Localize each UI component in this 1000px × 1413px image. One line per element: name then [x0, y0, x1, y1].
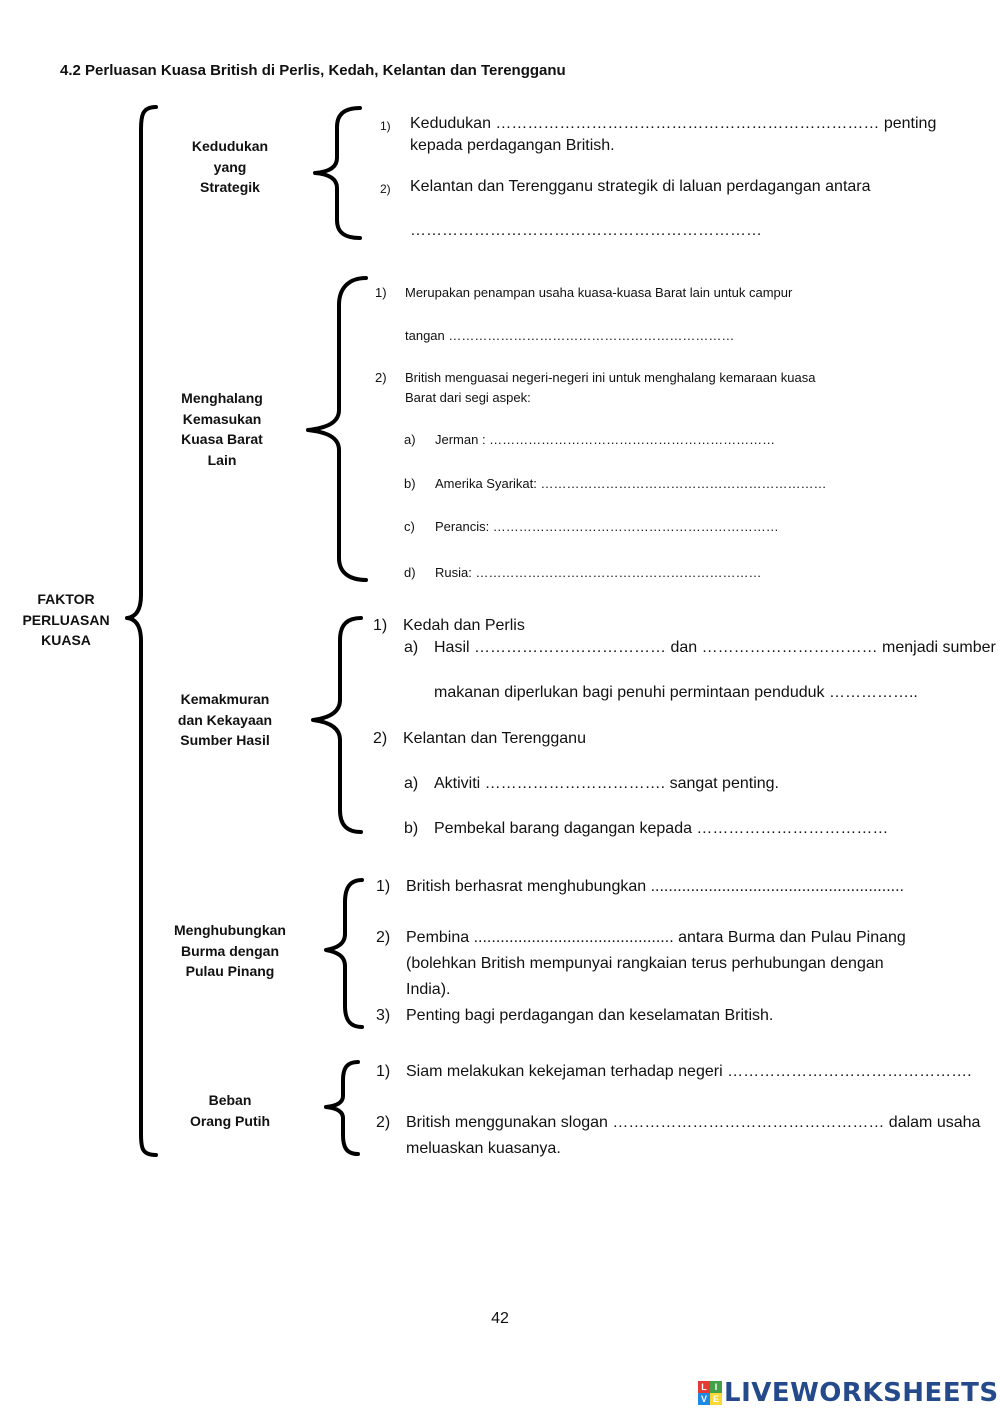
brand-name: LIVEWORKSHEETS	[724, 1378, 999, 1408]
sub-item-perancis[interactable]: Perancis: …………………………………………………………	[435, 519, 779, 534]
item-penampan: Merupakan penampan usaha kuasa-kuasa Barat lain untuk campur	[405, 285, 793, 300]
category-line: Orang Putih	[189, 1112, 271, 1129]
category-line: Lain	[207, 451, 237, 468]
category-line: Kuasa Barat	[181, 431, 263, 447]
item-slogan[interactable]: British menggunakan slogan …………………………………………… dalam usaha	[406, 1114, 981, 1131]
category-line: Menghalang	[181, 390, 263, 406]
category-line: Pulau Pinang	[185, 963, 275, 979]
item-number: 2)	[376, 1114, 391, 1131]
item-kedah-perlis: Kedah dan Perlis	[403, 617, 525, 634]
answer-blank[interactable]: …………………………………………………………	[410, 222, 762, 239]
root-label-line: KUASA	[41, 632, 91, 648]
item-number: 2)	[375, 370, 387, 385]
category-line: Kemakmuran	[180, 691, 270, 707]
category-line: Sumber Hasil	[180, 732, 270, 748]
item-number: 2)	[376, 929, 391, 946]
brand-logo-icon	[698, 1381, 722, 1405]
item-continuation: (bolehkan British mempunyai rangkaian terus perhubungan dengan	[406, 955, 884, 972]
sub-item-continuation[interactable]: makanan diperlukan bagi penuhi permintaan penduduk ……………..	[434, 684, 918, 701]
sub-item-label: b)	[404, 476, 416, 491]
category-line: Strategik	[200, 179, 260, 195]
category-menghubungkan-burma	[160, 920, 300, 982]
brace-menghalang	[308, 278, 366, 580]
sub-item-label: b)	[404, 820, 419, 837]
item-number: 1)	[376, 878, 391, 895]
item-number: 3)	[376, 1007, 391, 1024]
sub-item-pembekal[interactable]: Pembekal barang dagangan kepada ………………………………	[434, 820, 889, 837]
category-line: Kedudukan	[191, 138, 269, 154]
item-kekejaman-siam[interactable]: Siam melakukan kekejaman terhadap negeri ……………………………………….	[406, 1063, 972, 1080]
sub-item-label: c)	[404, 519, 415, 534]
brace-kemakmuran	[313, 618, 361, 832]
category-kedudukan-strategik	[160, 136, 300, 198]
item-kelantan-terengganu: Kelantan dan Terengganu	[403, 730, 586, 747]
brace-kedudukan	[315, 108, 360, 238]
sub-item-label: d)	[404, 565, 416, 580]
item-menghalang-kemaraan: British menguasai negeri-negeri ini untuk menghalang kemaraan kuasa	[405, 370, 816, 385]
sub-item-label: a)	[404, 639, 419, 656]
sub-item-jerman[interactable]: Jerman : …………………………………………………………	[435, 432, 776, 447]
category-line: Burma dengan	[180, 942, 279, 959]
sub-item-amerika-syarikat[interactable]: Amerika Syarikat: …………………………………………………………	[435, 476, 827, 491]
item-pembina[interactable]: Pembina ............................................. antara Burma dan Pulau Pinang	[406, 929, 906, 946]
sub-item-aktiviti[interactable]: Aktiviti ……………………………. sangat penting.	[434, 775, 779, 792]
item-berhasrat-menghubungkan[interactable]: British berhasrat menghubungkan .........................................................	[406, 878, 904, 895]
item-continuation: Barat dari segi aspek:	[405, 390, 531, 405]
item-number: 2)	[380, 182, 391, 196]
item-penting-perdagangan: Penting bagi perdagangan dan keselamatan British.	[406, 1007, 774, 1024]
sub-item-label: a)	[404, 775, 419, 792]
item-tangan-blank[interactable]: tangan …………………………………………………………	[405, 328, 735, 343]
main-brace	[127, 107, 156, 1155]
item-number: 2)	[373, 730, 388, 747]
root-label-faktor-perluasan-kuasa	[18, 589, 114, 651]
category-line: Kemasukan	[182, 410, 262, 427]
category-kemakmuran-kekayaan	[155, 689, 295, 751]
brace-beban	[326, 1062, 358, 1154]
item-continuation: kepada perdagangan British.	[410, 137, 615, 154]
item-kedudukan-penting: Kedudukan ……………………………………………………………… penting	[410, 115, 937, 132]
logo-letter: E	[710, 1393, 722, 1405]
category-line: Beban	[208, 1092, 252, 1108]
category-line: yang	[213, 158, 247, 175]
category-line: dan Kekayaan	[177, 711, 273, 728]
logo-letter: I	[710, 1381, 722, 1393]
page-number: 42	[491, 1310, 509, 1327]
item-number: 1)	[375, 285, 387, 300]
item-number: 1)	[380, 119, 391, 133]
sub-item-hasil[interactable]: Hasil ……………………………… dan …………………………… menjadi sumber	[434, 639, 996, 656]
logo-letter: L	[698, 1381, 710, 1393]
root-label-line: PERLUASAN	[22, 611, 110, 628]
item-continuation: India).	[406, 981, 451, 998]
sub-item-label: a)	[404, 432, 416, 447]
root-label-line: FAKTOR	[37, 591, 95, 607]
sub-item-rusia[interactable]: Rusia: …………………………………………………………	[435, 565, 762, 580]
category-beban-orang-putih	[160, 1090, 300, 1131]
brace-menghubungkan	[326, 880, 362, 1027]
item-number: 1)	[376, 1063, 391, 1080]
category-line: Menghubungkan	[174, 922, 286, 938]
item-laluan-perdagangan: Kelantan dan Terengganu strategik di laluan perdagangan antara	[410, 178, 871, 195]
category-menghalang-kemasukan	[152, 388, 292, 470]
item-number: 1)	[373, 617, 388, 634]
section-heading: 4.2 Perluasan Kuasa British di Perlis, Kedah, Kelantan dan Terengganu	[60, 62, 566, 79]
brand-watermark	[698, 1378, 999, 1408]
item-continuation: meluaskan kuasanya.	[406, 1140, 561, 1157]
logo-letter: V	[698, 1393, 710, 1405]
